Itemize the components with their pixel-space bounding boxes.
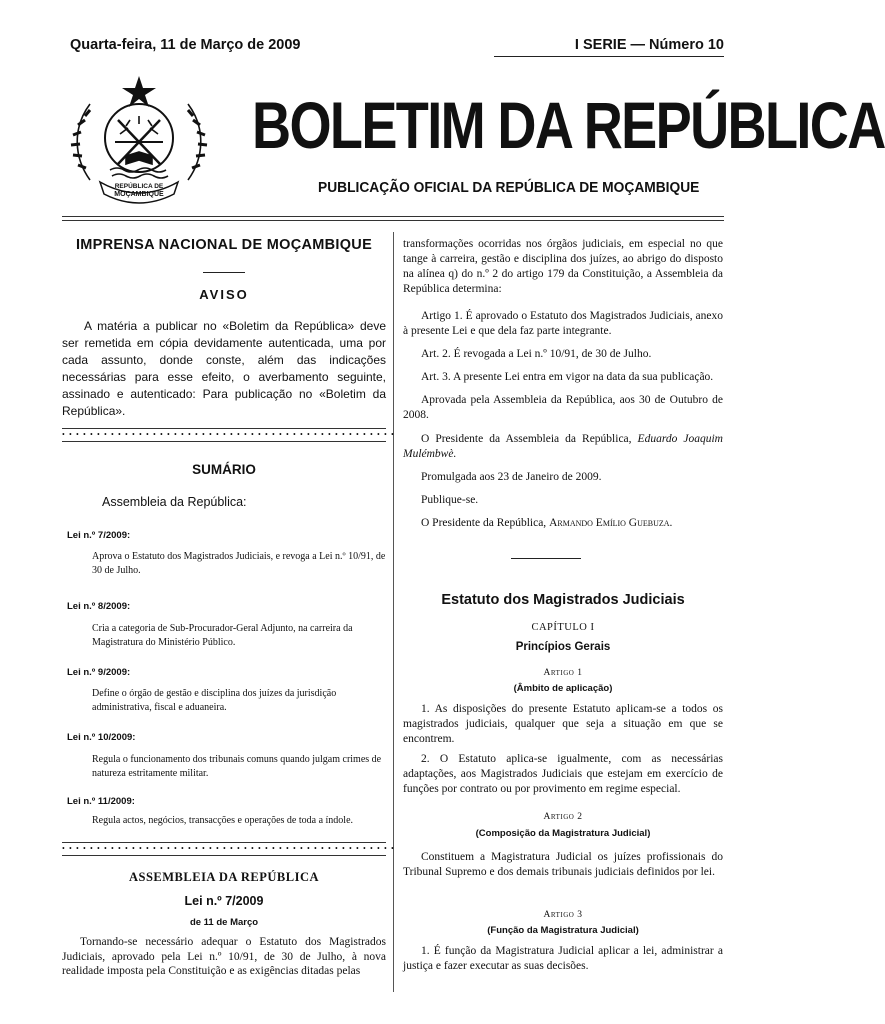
artigo-3-paragraph-1: 1. É função da Magistratura Judicial aplicar a lei, administrar a justiça e fazer executar as suas decisões.	[403, 945, 723, 972]
artigo-1-paragraph-2: 2. O Estatuto aplica-se igualmente, com as necessárias adaptações, aos Magistrados Judiciais que estejam em exercício de funções por contrato ou por provimento em regime especial.	[403, 753, 723, 795]
imprensa-heading: IMPRENSA NACIONAL DE MOÇAMBIQUE	[75, 237, 373, 253]
header-divider	[62, 216, 724, 217]
law-article-2: Art. 2. É revogada a Lei n.º 10/91, de 30 de Julho.	[421, 348, 652, 360]
sumario-lei-number: Lei n.º 7/2009:	[67, 530, 131, 541]
artigo-2-subtitle: (Composição da Magistratura Judicial)	[475, 828, 651, 839]
artigo-3-subtitle: (Função da Magistratura Judicial)	[487, 925, 639, 936]
artigo-3-label: Artigo 3	[543, 910, 583, 920]
approval-text: Aprovada pela Assembleia da República, aos 30 de Outubro de 2008.	[403, 394, 723, 421]
newspaper-subtitle: PUBLICAÇÃO OFICIAL DA REPÚBLICA DE MOÇAMBIQUE	[318, 180, 700, 196]
lei-title: Lei n.º 7/2009	[184, 894, 264, 908]
section-divider	[511, 558, 581, 559]
promulgation-text: Promulgada aos 23 de Janeiro de 2009.	[421, 471, 602, 483]
series-underline	[494, 56, 724, 57]
republic-president-signature	[403, 516, 723, 531]
short-divider	[203, 272, 245, 273]
issue-series-number: I SERIE — Número 10	[574, 37, 724, 53]
sumario-lei-number: Lei n.º 10/2009:	[67, 732, 136, 743]
aviso-text: A matéria a publicar no «Boletim da República» deve ser remetida em cópia devidamente autenticada, uma por cada assunto, donde conste, além das indicações necessárias para esse efeito, o averbamento seguinte, assinado e autenticado: Para publicação no «Boletim da República».	[62, 319, 386, 418]
sumario-lei-description: Define o órgão de gestão e disciplina dos juízes da jurisdição administrativa, fiscal e aduaneira.	[92, 688, 337, 713]
republic-president-name: Armando Emílio Guebuza.	[549, 517, 673, 529]
sumario-lei-description: Aprova o Estatuto dos Magistrados Judiciais, e revoga a Lei n.º 10/91, de 30 de Julho.	[92, 551, 386, 576]
masthead-top-bar	[70, 37, 724, 57]
column-divider	[393, 232, 394, 992]
law-article-3: Art. 3. A presente Lei entra em vigor na data da sua publicação.	[421, 371, 714, 383]
assembleia-heading: ASSEMBLEIA DA REPÚBLICA	[128, 870, 319, 884]
artigo-2-paragraph-1: Constituem a Magistratura Judicial os juízes profissionais do Tribunal Supremo e dos demais tribunais judiciais definidos por lei.	[403, 851, 723, 878]
sumario-lei-description: Regula o funcionamento dos tribunais comuns quando julgam crimes de natureza estritamente militar.	[92, 754, 382, 779]
sumario-section: Assembleia da República:	[102, 495, 247, 509]
assembly-president-name: Eduardo Joaquim Mulémbwè.	[403, 433, 723, 460]
preamble-continuation: transformações ocorridas nos órgãos judiciais, em especial no que tange à carreira, gestão e disciplina dos juízes, ao abrigo do disposto na alínea q) do n.º 2 do artigo 179 da Constituição, a Assembleia da República determina:	[403, 238, 723, 295]
sumario-lei-description: Cria a categoria de Sub-Procurador-Geral Adjunto, na carreira da Magistratura do Ministério Público.	[92, 623, 353, 648]
assembly-president-signature	[403, 432, 723, 462]
chapter-title: Princípios Gerais	[515, 641, 611, 653]
sumario-heading: SUMÁRIO	[192, 462, 256, 477]
sumario-lei-description: Regula actos, negócios, transacções e operações de toda a índole.	[92, 815, 354, 826]
artigo-1-subtitle: (Âmbito de aplicação)	[513, 683, 613, 694]
newspaper-title: BOLETIM DA REPÚBLICA	[252, 88, 885, 162]
dotted-divider-bottom: ••••••••••••••••••••••••••••••••••••••••••••••••	[62, 840, 386, 856]
aviso-heading: AVISO	[199, 287, 249, 302]
publication-order: Publique-se.	[421, 494, 479, 506]
coat-of-arms-emblem	[68, 68, 210, 206]
artigo-2-label: Artigo 2	[543, 812, 583, 822]
estatuto-title: Estatuto dos Magistrados Judiciais	[441, 592, 685, 608]
law-article-1: Artigo 1. É aprovado o Estatuto dos Magistrados Judiciais, anexo à presente Lei e que dela faz parte integrante.	[403, 310, 723, 337]
sumario-lei-number: Lei n.º 9/2009:	[67, 667, 131, 678]
issue-date: Quarta-feira, 11 de Março de 2009	[70, 37, 301, 53]
assembly-president-label: O Presidente da Assembleia da República,	[421, 433, 638, 445]
sumario-lei-number: Lei n.º 11/2009:	[67, 796, 135, 807]
header-divider-secondary	[62, 220, 724, 221]
emblem-banner-top-text: REPÚBLICA DE	[114, 183, 164, 190]
chapter-label: CAPÍTULO I	[531, 622, 595, 633]
lei-intro-text: Tornando-se necessário adequar o Estatuto dos Magistrados Judiciais, aprovado pela Lei n.º 10/91, de 30 de Julho, à nova realidade imposta pela Constituição e as exigências ditadas pelas	[62, 936, 386, 977]
republic-president-label: O Presidente da República,	[421, 517, 550, 529]
dotted-divider-top: ••••••••••••••••••••••••••••••••••••••••••••••••	[62, 426, 386, 442]
sumario-lei-number: Lei n.º 8/2009:	[67, 601, 131, 612]
artigo-1-paragraph-1: 1. As disposições do presente Estatuto aplicam-se a todos os magistrados judiciais, qualquer que seja a situação em que se encontrem.	[403, 703, 723, 745]
lei-date: de 11 de Março	[189, 917, 259, 928]
artigo-1-label: Artigo 1	[543, 668, 583, 678]
emblem-banner-bottom-text: MOÇAMBIQUE	[114, 191, 164, 198]
